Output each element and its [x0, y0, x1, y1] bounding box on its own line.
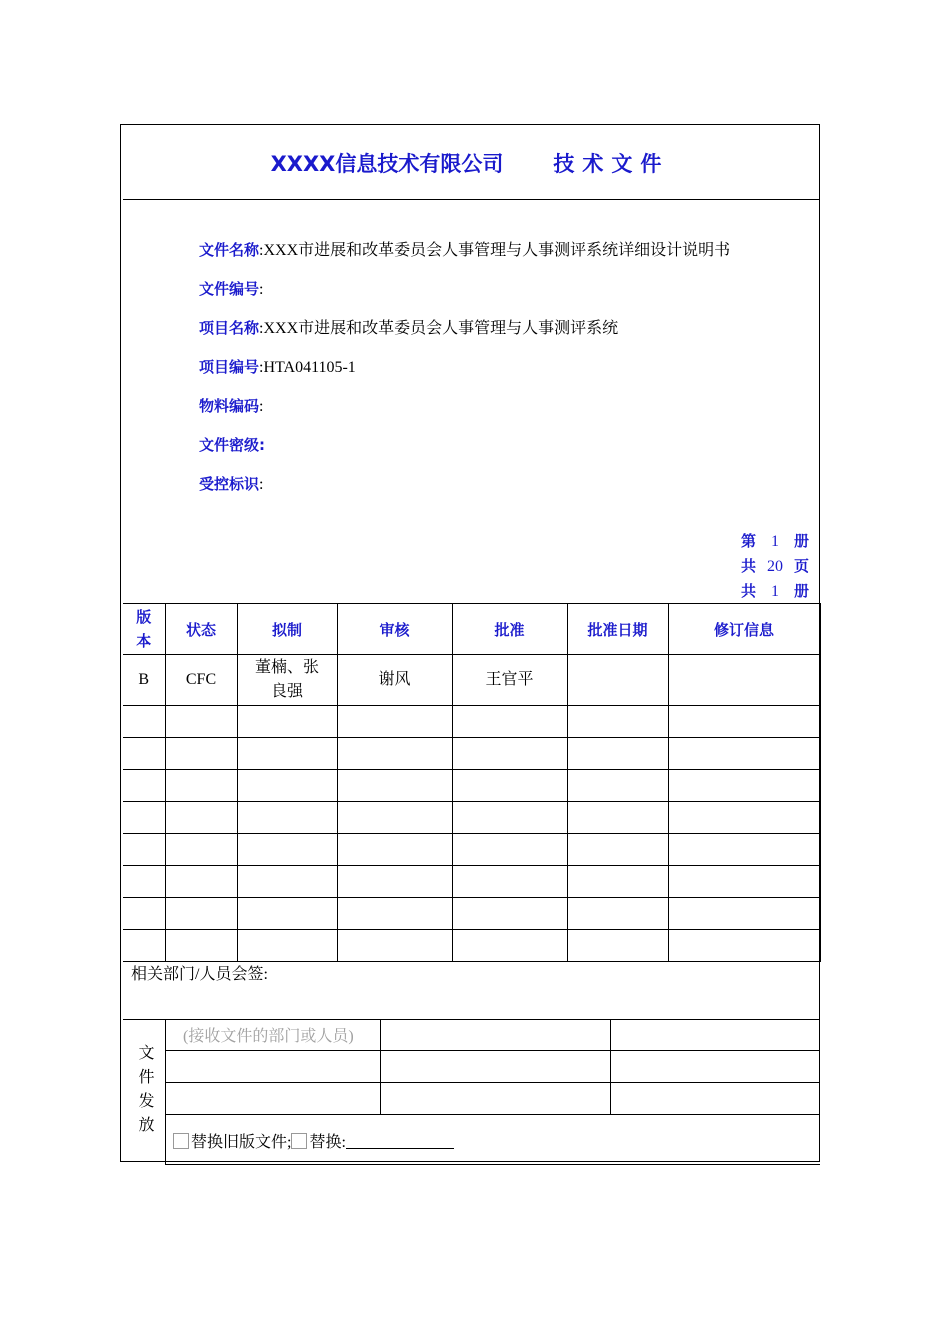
count-prefix: 第: [740, 532, 756, 550]
field-control-mark: 受控标识:: [199, 475, 264, 493]
count-prefix: 共: [740, 557, 756, 575]
empty-cell: [123, 834, 165, 866]
empty-cell: [123, 770, 165, 802]
count-suffix: 册: [793, 532, 809, 550]
empty-cell: [237, 834, 337, 866]
field-project-number: 项目编号:HTA041105-1: [199, 358, 356, 376]
title-divider: [123, 199, 820, 200]
table-row: [123, 770, 820, 802]
empty-cell: [452, 898, 567, 930]
empty-cell: [567, 802, 668, 834]
distribution-col-divider-1: [380, 1019, 381, 1114]
replace-old-checkbox[interactable]: [173, 1133, 189, 1149]
empty-cell: [337, 802, 452, 834]
table-row: [123, 655, 820, 706]
field-value: HTA041105-1: [263, 359, 356, 376]
field-material-code: 物料编码:: [199, 397, 264, 415]
table-row: [123, 898, 820, 930]
company-name: XXXX信息技术有限公司: [270, 152, 504, 176]
distribution-row-divider-2: [165, 1082, 820, 1083]
distribution-label-text: 文件发放: [136, 1044, 153, 1140]
revision-table: [123, 603, 821, 962]
empty-cell: [452, 706, 567, 738]
empty-cell: [668, 738, 820, 770]
table-row: [123, 802, 820, 834]
empty-cell: [337, 834, 452, 866]
empty-cell: [668, 930, 820, 962]
header-approver: 批准: [452, 604, 567, 655]
empty-cell: [668, 866, 820, 898]
document-type: 技术文件: [553, 152, 670, 176]
count-number: 20: [766, 558, 783, 575]
field-value: XXX市进展和改革委员会人事管理与人事测评系统详细设计说明书: [263, 242, 731, 259]
cell-status: CFC: [165, 655, 237, 706]
empty-cell: [567, 770, 668, 802]
field-security-level: 文件密级:: [199, 436, 266, 454]
empty-cell: [237, 706, 337, 738]
field-label: 项目编号: [199, 358, 260, 376]
volume-page-counts: [741, 529, 809, 604]
empty-cell: [123, 802, 165, 834]
header-status: 状态: [165, 604, 237, 655]
field-label: 文件名称: [199, 241, 260, 259]
cell-revision-info: [668, 655, 820, 706]
empty-cell: [237, 866, 337, 898]
empty-cell: [337, 770, 452, 802]
cell-reviewer: 谢风: [337, 655, 452, 706]
empty-cell: [452, 770, 567, 802]
replace-label: 替换:: [309, 1134, 346, 1151]
distribution-row-divider-3: [165, 1114, 820, 1115]
empty-cell: [452, 834, 567, 866]
count-total-volumes: [741, 579, 809, 604]
empty-cell: [123, 738, 165, 770]
cell-approval-date: [567, 655, 668, 706]
count-number: 1: [770, 583, 779, 600]
table-row: [123, 834, 820, 866]
field-file-name: 文件名称:XXX市进展和改革委员会人事管理与人事测评系统详细设计说明书: [199, 241, 731, 259]
empty-cell: [452, 802, 567, 834]
distribution-row-divider-1: [165, 1050, 820, 1051]
replace-old-label: 替换旧版文件;: [191, 1134, 292, 1151]
count-prefix: 共: [740, 582, 756, 600]
count-total-pages: [741, 554, 809, 579]
empty-cell: [337, 866, 452, 898]
empty-cell: [452, 738, 567, 770]
title-bar: [123, 127, 817, 199]
empty-cell: [165, 738, 237, 770]
empty-cell: [668, 706, 820, 738]
empty-cell: [165, 770, 237, 802]
header-drafter: 拟制: [237, 604, 337, 655]
empty-cell: [567, 930, 668, 962]
field-file-number: 文件编号:: [199, 280, 264, 298]
empty-cell: [567, 866, 668, 898]
cell-drafter: 董楠、张良强: [237, 655, 337, 706]
header-approval-date: 批准日期: [567, 604, 668, 655]
replace-checkbox[interactable]: [291, 1133, 307, 1149]
empty-cell: [567, 834, 668, 866]
empty-cell: [123, 898, 165, 930]
empty-cell: [668, 898, 820, 930]
empty-cell: [668, 834, 820, 866]
empty-cell: [337, 706, 452, 738]
empty-cell: [237, 770, 337, 802]
header-version: 版本: [123, 604, 165, 655]
empty-cell: [123, 706, 165, 738]
empty-cell: [237, 930, 337, 962]
field-value: XXX市进展和改革委员会人事管理与人事测评系统: [263, 320, 619, 337]
table-row: [123, 706, 820, 738]
field-project-name: 项目名称:XXX市进展和改革委员会人事管理与人事测评系统: [199, 319, 619, 337]
empty-cell: [452, 866, 567, 898]
empty-cell: [337, 738, 452, 770]
table-header-row: [123, 604, 820, 655]
replace-blank-line[interactable]: [346, 1132, 454, 1149]
field-label: 项目名称: [199, 319, 260, 337]
count-volume-index: [741, 529, 809, 554]
empty-cell: [337, 930, 452, 962]
document-frame: [120, 124, 820, 1162]
header-revision-info: 修订信息: [668, 604, 820, 655]
field-label: 文件密级: [199, 436, 260, 454]
empty-cell: [452, 930, 567, 962]
distribution-col-divider-2: [610, 1019, 611, 1114]
document-fields: [199, 237, 730, 510]
distribution-section: [123, 1019, 820, 1165]
empty-cell: [165, 898, 237, 930]
countersign-label: 相关部门/人员会签:: [131, 966, 268, 983]
empty-cell: [237, 738, 337, 770]
empty-cell: [165, 834, 237, 866]
distribution-left-border: [165, 1019, 166, 1165]
empty-cell: [337, 898, 452, 930]
empty-cell: [668, 770, 820, 802]
empty-cell: [165, 802, 237, 834]
empty-cell: [567, 738, 668, 770]
count-suffix: 册: [793, 582, 809, 600]
empty-cell: [668, 802, 820, 834]
empty-cell: [165, 866, 237, 898]
distribution-bottom-border: [165, 1164, 820, 1165]
cell-approver: 王官平: [452, 655, 567, 706]
count-suffix: 页: [793, 557, 809, 575]
empty-cell: [567, 898, 668, 930]
cell-version: B: [123, 655, 165, 706]
field-label: 文件编号: [199, 280, 260, 298]
empty-cell: [165, 930, 237, 962]
replace-options: [173, 1129, 454, 1152]
empty-cell: [237, 898, 337, 930]
empty-cell: [123, 866, 165, 898]
table-row: [123, 866, 820, 898]
empty-cell: [567, 706, 668, 738]
empty-cell: [237, 802, 337, 834]
header-reviewer: 审核: [337, 604, 452, 655]
field-label: 受控标识: [199, 475, 260, 493]
table-row: [123, 738, 820, 770]
table-row: [123, 930, 820, 962]
empty-cell: [123, 930, 165, 962]
field-label: 物料编码: [199, 397, 260, 415]
empty-cell: [165, 706, 237, 738]
recipient-placeholder: (接收文件的部门或人员): [183, 1028, 354, 1045]
document-inner: [123, 127, 817, 1161]
distribution-label: [123, 1019, 165, 1165]
count-number: 1: [770, 533, 779, 550]
